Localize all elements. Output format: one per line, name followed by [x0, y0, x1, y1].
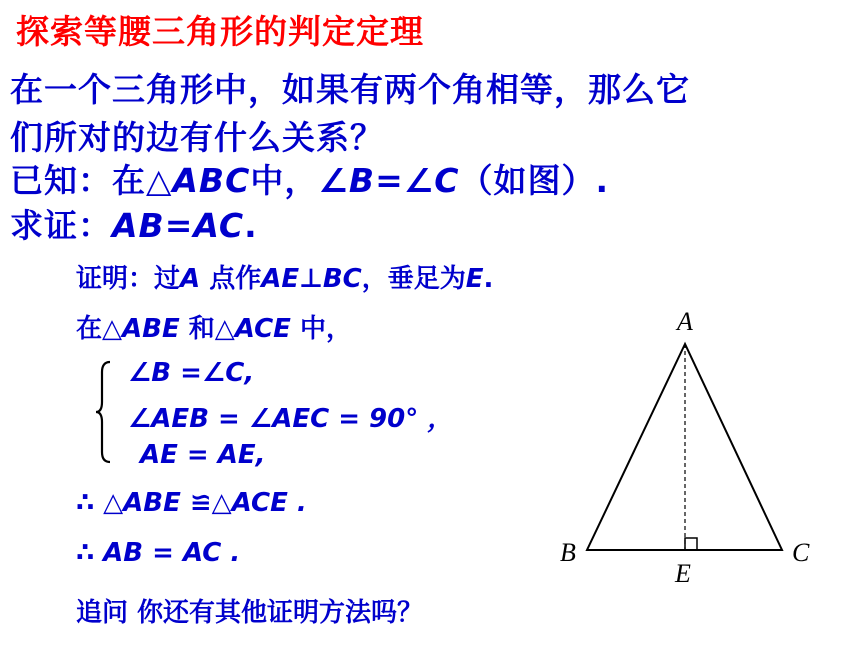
label-b: B [560, 538, 576, 567]
slide-title: 探索等腰三角形的判定定理 [16, 12, 424, 51]
proof-line-2 [76, 308, 352, 345]
conclusion-equal-sides: ∴ AB = AC . [76, 538, 241, 568]
proof-line-1-a: 证明：过 [76, 264, 181, 294]
proof-line-2-d: ACE [234, 314, 291, 344]
condition-2: ∠AEB = ∠AEC = 90° ， [128, 404, 454, 434]
label-a: A [677, 307, 693, 336]
given-angle-b: B [348, 161, 376, 200]
proof-line-1-d: AE [261, 264, 300, 294]
proof-line-1-i: . [483, 264, 494, 294]
given-triangle: ABC [172, 161, 251, 200]
given-mid: 中，∠ [250, 161, 349, 200]
question-line-1: 在一个三角形中，如果有两个角相等，那么它 [10, 70, 690, 109]
proof-line-1-f: BC [322, 264, 362, 294]
followup-question: 追问 你还有其他证明方法吗？ [76, 598, 424, 628]
proof-line-2-b: ABE [122, 314, 180, 344]
label-e: E [675, 559, 691, 588]
isosceles-triangle-figure [550, 300, 850, 600]
given-statement [10, 155, 609, 202]
right-angle-mark [685, 538, 697, 550]
proof-line-1-h: E [465, 264, 484, 294]
condition-3: AE = AE, [140, 440, 266, 470]
question-line-2: 们所对的边有什么关系？ [10, 118, 384, 157]
proof-line-1 [76, 258, 493, 295]
proof-line-1-g: ，垂足为 [361, 264, 466, 294]
given-prefix: 已知：在△ [10, 161, 173, 200]
condition-1: ∠B =∠C, [128, 358, 255, 388]
prove-statement [10, 200, 258, 247]
proof-line-1-e: ⊥ [299, 264, 323, 294]
proof-line-2-a: 在△ [76, 314, 122, 344]
proof-line-1-c: 点作 [200, 264, 262, 294]
given-eq: =∠ [375, 161, 435, 200]
prove-prefix: 求证： [10, 206, 112, 245]
given-angle-c: C [434, 161, 460, 200]
proof-line-1-b: A [180, 264, 201, 294]
conclusion-congruent: ∴ △ABE ≌△ACE . [76, 488, 307, 518]
prove-suffix: . [244, 206, 258, 245]
left-brace [94, 360, 114, 464]
label-c: C [792, 538, 810, 567]
given-suffix: （如图）. [459, 161, 610, 200]
prove-expr: AB=AC [112, 206, 245, 245]
proof-line-2-c: 和△ [179, 314, 235, 344]
proof-line-2-e: 中， [290, 314, 352, 344]
